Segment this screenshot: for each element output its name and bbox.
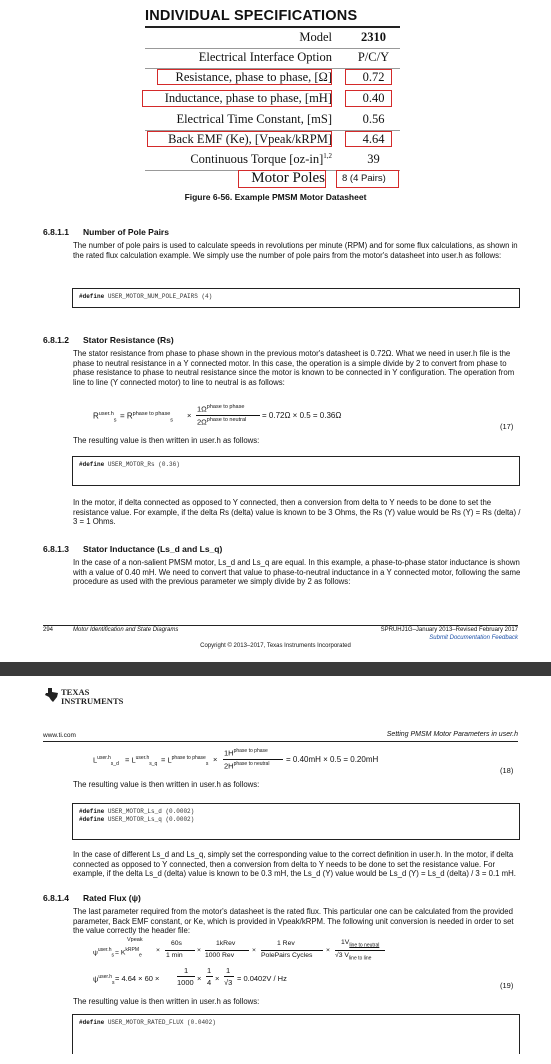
frac4-num-sub: line to neutral [349,942,380,949]
fraction-bar [196,415,260,416]
frac2-num: 1 [207,966,212,975]
code-text: USER_MOTOR_NUM_POLE_PAIRS (4) [107,293,213,300]
footer-rule [43,625,518,626]
frac4-num-text: 1V [341,939,350,946]
frac2-den: 1000 Rev [205,952,235,959]
highlight-box-back-emf-label [147,131,332,147]
footer-doc-title: Motor Identification and State Diagrams [73,627,179,633]
paragraph-result-ls: The resulting value is then written in user.h as follows: [73,780,260,789]
code-text: USER_MOTOR_Ls_q (0.0002) [107,816,195,823]
frac1-num: 1 [184,966,189,975]
equation-number: (19) [500,981,514,990]
frac4-den [335,952,371,961]
times-symbol: × [215,974,220,983]
spec-table-title: INDIVIDUAL SPECIFICATIONS [145,8,358,24]
spec-row-time-constant [145,110,400,130]
eq-den: 2Ω [197,417,207,427]
paragraph-stator-resistance: The stator resistance from phase to phase shown in the previous motor's datasheet is 0.72Ω. What we need in user.h file is the phase to neutral resistance in a Y connected motor. In this case, the operation is a simple divide by 2 to convert from phase to phase resistance to phase to neutral resistance since the motor is known to be connected in Y configuration. The operation from line to line (Y connected motor) to line to neutral is as follows: [73,349,515,387]
code-block-flux [72,1014,520,1054]
times-symbol: × [187,411,192,420]
code-line [79,816,513,824]
spec-row-torque [145,150,400,170]
eq-numerator [224,748,268,758]
code-keyword: #define [79,461,105,468]
spec-label: Resistance, phase to phase, [Ω] [175,70,332,84]
highlight-box-back-emf-value [345,131,392,147]
code-line [79,808,513,816]
eq-ke-sup: kRPM [125,947,140,953]
spec-label: Motor Poles [251,170,325,186]
eq-num: 1Ω [197,404,207,414]
spec-value: 2310 [361,30,386,44]
ke-top-units: Vpeak [127,937,143,943]
times-symbol: × [213,755,218,764]
eq-numerator [197,404,244,414]
frac1-num: 60s [171,940,182,947]
header-url[interactable]: www.ti.com [43,732,76,739]
eq-mid-sub: s_q [149,761,158,767]
fraction-bar [224,976,234,977]
spec-value: 0.56 [362,112,385,126]
eq-lhs-sub: s_d [110,761,119,767]
eq-den-sup: phase to neutral [206,417,247,423]
times-symbol: × [156,947,160,954]
header-rule [43,741,518,742]
frac3-den: √3 [224,978,233,987]
eq-term [125,755,157,767]
times-symbol: × [252,947,256,954]
spec-label: Model [299,30,332,44]
code-keyword: #define [79,808,105,815]
frac3-num: 1 Rev [277,940,295,947]
eq-psi-sub: s [111,980,115,986]
footer-page-number: 294 [43,627,54,633]
eq-symbol [93,974,114,986]
code-keyword: #define [79,816,105,823]
page-divider [0,662,551,676]
code-block-pole-pairs [72,288,520,308]
eq-mid-sub: s [205,761,209,767]
fraction-bar [261,950,323,951]
frac4-den-sub: line to line [348,955,372,962]
spec-row-interface [145,48,400,68]
section-number: 6.8.1.3 [43,544,69,554]
fraction-bar [165,950,195,951]
fraction-bar [205,950,249,951]
spec-label: Inductance, phase to phase, [mH] [164,91,332,105]
eq-term [120,411,173,423]
code-block-rs [72,456,520,486]
eq-symbol [93,411,117,423]
fraction-bar [206,976,213,977]
frac3-num: 1 [226,966,231,975]
section-title: Stator Inductance (Ls_d and Ls_q) [83,544,223,554]
highlight-box-resistance-label [157,69,332,85]
eq-mid-sub: s [170,417,174,424]
ti-wordmark [61,688,123,705]
frac4-den-text: √3 V [335,952,349,959]
frac2-den: 4 [207,978,212,987]
frac1-den: 1000 [177,978,194,987]
fraction-bar [223,759,283,760]
paragraph-rated-flux: The last parameter required from the motor's datasheet is the rated flux. This particular one can be calculated from the provided parameter, Back EMF constant, or Ke, which is provided in Vpeak/kRPM. The following unit conversion is needed in order to set the value correctly the header file: [73,907,514,936]
eq-psi-sup: user.h [97,947,112,953]
eq-symbol [93,755,119,767]
times-symbol: × [197,947,201,954]
eq-denominator [197,417,246,427]
code-text: USER_MOTOR_RATED_FLUX (0.0402) [107,1019,216,1026]
highlight-box-motor-poles-value [336,170,399,188]
eq-psi-sup: user.h [98,974,112,980]
eq-psi: ψ [93,974,99,984]
frac4-num [341,939,379,948]
eq-mid-sup: phase to phase [171,755,206,761]
eq-lhs: R [93,411,99,421]
spec-value-motor-poles: 8 (4 Pairs) [342,173,386,184]
times-symbol: × [326,947,330,954]
footer-doc-id: SPRUHJ1G–January 2013–Revised February 2017 [380,627,518,633]
spec-label [190,152,332,167]
eq-result: = 0.72Ω × 0.5 = 0.36Ω [262,411,342,420]
code-keyword: #define [79,293,105,300]
code-keyword: #define [79,1019,105,1026]
eq-lhs-sup: user.h [98,411,114,417]
spec-label-sup: 1,2 [323,152,332,160]
eq-lhs-sub: s [113,417,117,424]
ti-wordmark-line1: TEXAS [61,687,90,697]
spec-value: 39 [367,152,380,166]
section-heading-stator-inductance [43,544,222,554]
frac2-num: 1kRev [216,940,236,947]
eq-psi-sub: s [111,952,114,959]
eq-result: = 0.40mH × 0.5 = 0.20mH [286,755,379,764]
highlight-box-motor-poles-label [238,170,326,188]
section-title: Stator Resistance (Rs) [83,335,174,345]
eq-lhs-sup: user.h [97,755,111,761]
spec-label-text: Continuous Torque [oz-in] [190,152,324,167]
feedback-link[interactable]: Submit Documentation Feedback [429,635,518,641]
section-title: Number of Pole Pairs [83,227,169,237]
eq-lead: = 4.64 × 60 × [115,974,160,983]
highlight-box-inductance-value [345,90,392,107]
section-number: 6.8.1.4 [43,893,69,903]
paragraph-result-rs: The resulting value is then written in user.h as follows: [73,436,260,445]
footer-copyright: Copyright © 2013–2017, Texas Instruments Incorporated [200,643,351,649]
code-text: USER_MOTOR_Ls_d (0.0002) [107,808,195,815]
eq-ke-sub: e [139,952,142,959]
eq-den: 2H [224,761,234,771]
spec-value: 0.40 [362,91,385,105]
eq-term [161,755,208,767]
paragraph-result-flux: The resulting value is then written in user.h as follows: [73,997,260,1006]
eq-psi: ψ [93,949,98,957]
spec-label: Electrical Interface Option [198,50,332,64]
header-section-title: Setting PMSM Motor Parameters in user.h [386,731,518,738]
eq-mid: = R [120,411,133,421]
code-text: USER_MOTOR_Rs (0.36) [107,461,180,468]
section-heading-stator-resistance [43,335,174,345]
fraction-bar [335,950,385,951]
eq-lhs: L [93,755,98,765]
eq-result: = 0.0402V / Hz [237,974,287,983]
code-block-ls [72,803,520,840]
section-number: 6.8.1.1 [43,227,69,237]
spec-value: P/C/Y [357,50,390,64]
eq-ke [115,947,142,959]
section-title: Rated Flux (ψ) [83,893,141,903]
figure-caption: Figure 6-56. Example PMSM Motor Datasheet [184,192,367,202]
paragraph-delta-rs: In the motor, if delta connected as opposed to Y connected, then a conversion from delta to Y needs to be done to set the resistance value. For example, if the delta Rs (delta) value is known to be 3 Ohms, the Rs (Y) value would be Rs (Y) = Rs (delta) / 3 = 1 Ohms. [73,498,521,527]
eq-mid: = L [125,755,136,765]
spec-value: 0.72 [362,70,385,84]
spec-label: Back EMF (Ke), [Vpeak/kRPM] [168,132,332,146]
eq-num-sup: phase to phase [206,404,245,410]
paragraph-stator-inductance: In the case of a non-salient PMSM motor, Ls_d and Ls_q are equal. In this example, a phase-to-phase stator inductance is shown with a value of 0.40 mH. We need to convert that value to phase-to-neutral inductance in a Y connected motor, following the same procedure as used with the previous parameter we simply divide by 2 as follows: [73,558,521,587]
fraction-bar [177,976,195,977]
spec-row-model [145,28,400,48]
times-symbol: × [197,974,202,983]
texas-state-icon [45,688,59,703]
eq-num: 1H [224,748,234,758]
section-number: 6.8.1.2 [43,335,69,345]
ti-wordmark-line2: INSTRUMENTS [61,695,124,706]
eq-num-sup: phase to phase [233,748,268,754]
spec-label: Electrical Time Constant, [mS] [176,112,332,126]
paragraph-delta-ls: In the case of different Ls_d and Ls_q, simply set the corresponding value to the correct definition in user.h. In the motor, if delta connected as opposed to Y connected, then a conversion from delta to Y needs to be done to set the resistance value. For example, if the delta Ls_d (delta) value is known to be 0.3 mH, the Ls_d (Y) value would be Ls_d (Y) = Ls_d (delta) / 3 = 0.1 mH. [73,850,516,879]
spec-value: 4.64 [362,132,385,146]
paragraph-pole-pairs: The number of pole pairs is used to calculate speeds in revolutions per minute (RPM) and for some flux calculations, as shown in the rated flux calculation example. We simply use the number of pole pairs from the motor's datasheet into user.h as follows: [73,241,518,260]
eq-mid: = L [161,755,172,765]
eq-mid-sup: phase to phase [132,411,171,417]
equation-number: (18) [500,766,514,775]
eq-ke-text: = K [115,949,126,957]
eq-symbol [93,947,114,959]
section-heading-pole-pairs [43,227,169,237]
frac1-den: 1 min [166,952,183,959]
highlight-box-inductance-label [142,90,332,107]
eq-den-sup: phase to neutral [233,761,270,767]
eq-denominator [224,761,269,771]
eq-mid-sup: user.h [135,755,150,761]
frac3-den: PolePairs Cycles [261,952,313,959]
equation-number: (17) [500,422,514,431]
highlight-box-resistance-value [345,69,392,85]
section-heading-rated-flux [43,893,141,903]
